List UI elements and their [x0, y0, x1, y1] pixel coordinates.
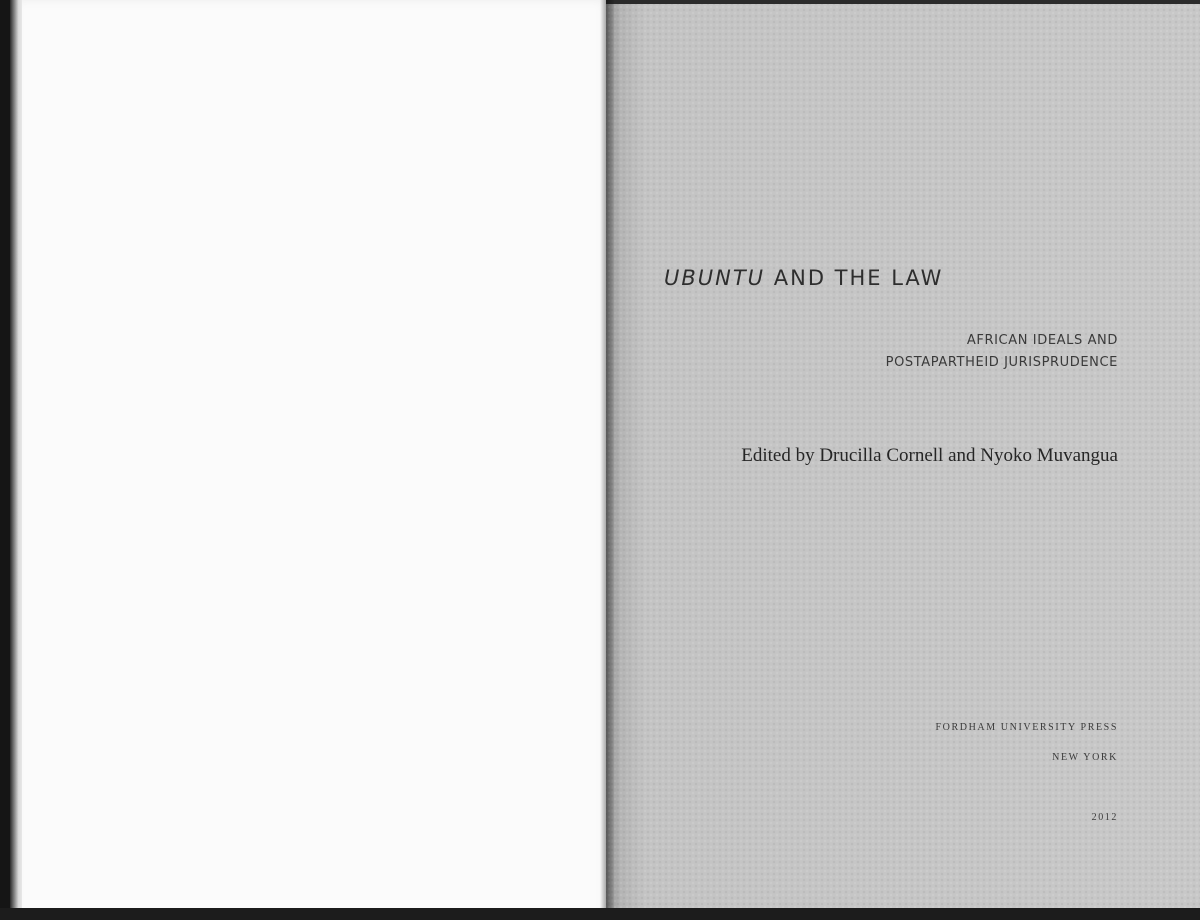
- book-subtitle: [886, 330, 1118, 374]
- publication-year: 2012: [1091, 812, 1118, 823]
- title-page: [606, 4, 1200, 912]
- subtitle-line-1: AFRICAN IDEALS AND: [966, 333, 1118, 348]
- top-page-edge: [606, 0, 1200, 4]
- subtitle-line-2: POSTAPARTHEID JURISPRUDENCE: [885, 355, 1118, 370]
- editors-line: Edited by Drucilla Cornell and Nyoko Muvangua: [741, 445, 1118, 466]
- publisher-name: FORDHAM UNIVERSITY PRESS: [935, 722, 1118, 733]
- gutter-shadow: [600, 0, 614, 920]
- blank-verso-page: [22, 0, 610, 920]
- book-title-italic: UBUNTU: [664, 266, 766, 290]
- publication-place-year: [936, 743, 1119, 833]
- book-title-rest: AND THE LAW: [765, 266, 944, 290]
- publisher-block: [936, 713, 1119, 833]
- publication-city: NEW YORK: [1052, 752, 1118, 763]
- bottom-edge: [0, 908, 1200, 920]
- book-title: [664, 266, 943, 290]
